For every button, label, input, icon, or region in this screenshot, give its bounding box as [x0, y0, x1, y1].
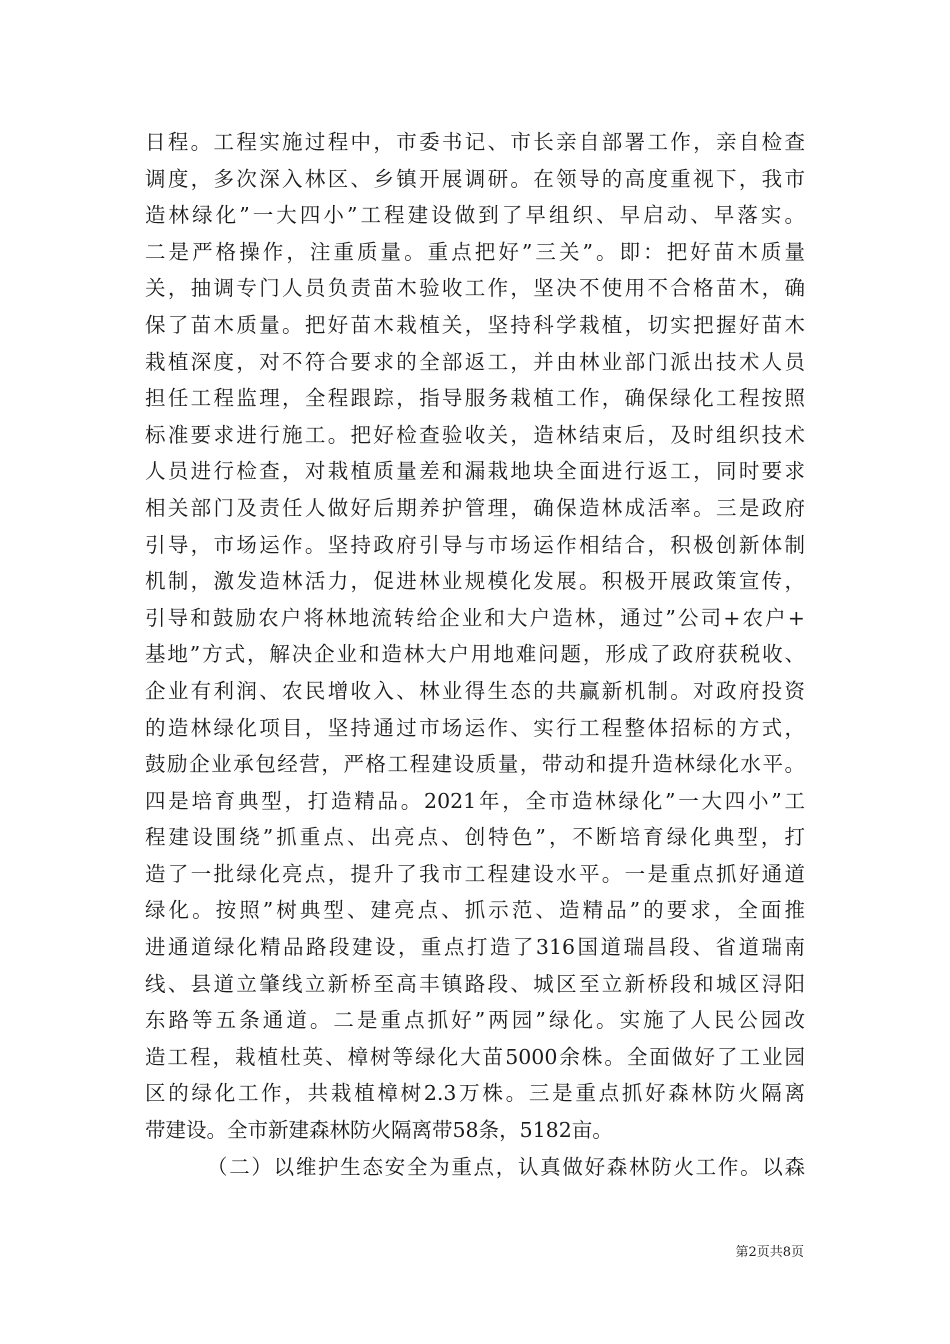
text-line: 相关部门及责任人做好后期养护管理，确保造林成活率。三是政府 — [145, 495, 805, 520]
text-line: 保了苗木质量。把好苗木栽植关，坚持科学栽植，切实把握好苗木 — [145, 312, 805, 337]
text-line: 区的绿化工作，共栽植樟树2.3万株。三是重点抓好森林防火隔离 — [145, 1081, 805, 1106]
text-line: 关，抽调专门人员负责苗木验收工作，坚决不使用不合格苗木，确 — [145, 276, 805, 301]
text-line: 造了一批绿化亮点，提升了我市工程建设水平。一是重点抓好通道 — [145, 861, 805, 886]
text-line: 日程。工程实施过程中，市委书记、市长亲自部署工作，亲自检查 — [145, 130, 805, 154]
text-line: 人员进行检查，对栽植质量差和漏栽地块全面进行返工，同时要求 — [145, 459, 805, 484]
section-heading-line: （二）以维护生态安全为重点，认真做好森林防火工作。以森 — [207, 1154, 805, 1179]
text-line: 四是培育典型，打造精品。2021年，全市造林绿化”一大四小”工 — [145, 788, 805, 813]
text-line: 造工程，栽植杜英、樟树等绿化大苗5000余株。全面做好了工业园 — [145, 1044, 805, 1069]
text-line: 线、县道立肇线立新桥至高丰镇路段、城区至立新桥段和城区浔阳 — [145, 971, 805, 996]
text-line: 鼓励企业承包经营，严格工程建设质量，带动和提升造林绿化水平。 — [145, 752, 805, 777]
text-line: 标准要求进行施工。把好检查验收关，造林结束后，及时组织技术 — [145, 422, 805, 447]
text-line: 引导和鼓励农户将林地流转给企业和大户造林，通过”公司+农户+ — [145, 605, 805, 630]
text-line: 二是严格操作，注重质量。重点把好”三关”。即：把好苗木质量 — [145, 239, 805, 264]
text-line: 引导，市场运作。坚持政府引导与市场运作相结合，积极创新体制 — [145, 532, 805, 557]
text-line: 基地”方式，解决企业和造林大户用地难问题，形成了政府获税收、 — [145, 642, 805, 667]
text-line: 机制，激发造林活力，促进林业规模化发展。积极开展政策宣传， — [145, 569, 805, 594]
body-text — [145, 124, 805, 1185]
text-line: 进通道绿化精品路段建设，重点打造了316国道瑞昌段、省道瑞南 — [145, 935, 805, 960]
text-line: 栽植深度，对不符合要求的全部返工，并由林业部门派出技术人员 — [145, 349, 805, 374]
text-line: 程建设围绕”抓重点、出亮点、创特色”，不断培育绿化典型，打 — [145, 825, 805, 850]
text-line: 的造林绿化项目，坚持通过市场运作、实行工程整体招标的方式， — [145, 715, 805, 740]
text-line: 调度，多次深入林区、乡镇开展调研。在领导的高度重视下，我市 — [145, 166, 805, 191]
text-line: 东路等五条通道。二是重点抓好”两园”绿化。实施了人民公园改 — [145, 1008, 805, 1033]
text-line: 造林绿化”一大四小”工程建设做到了早组织、早启动、早落实。 — [145, 203, 805, 228]
text-line: 绿化。按照”树典型、建亮点、抓示范、造精品”的要求，全面推 — [145, 898, 805, 923]
page-number-footer: 第2页共8页 — [735, 1245, 804, 1260]
text-line: 带建设。全市新建森林防火隔离带58条，5182亩。 — [145, 1118, 613, 1143]
text-line: 企业有利润、农民增收入、林业得生态的共赢新机制。对政府投资 — [145, 678, 805, 703]
text-line: 担任工程监理，全程跟踪，指导服务栽植工作，确保绿化工程按照 — [145, 386, 805, 411]
